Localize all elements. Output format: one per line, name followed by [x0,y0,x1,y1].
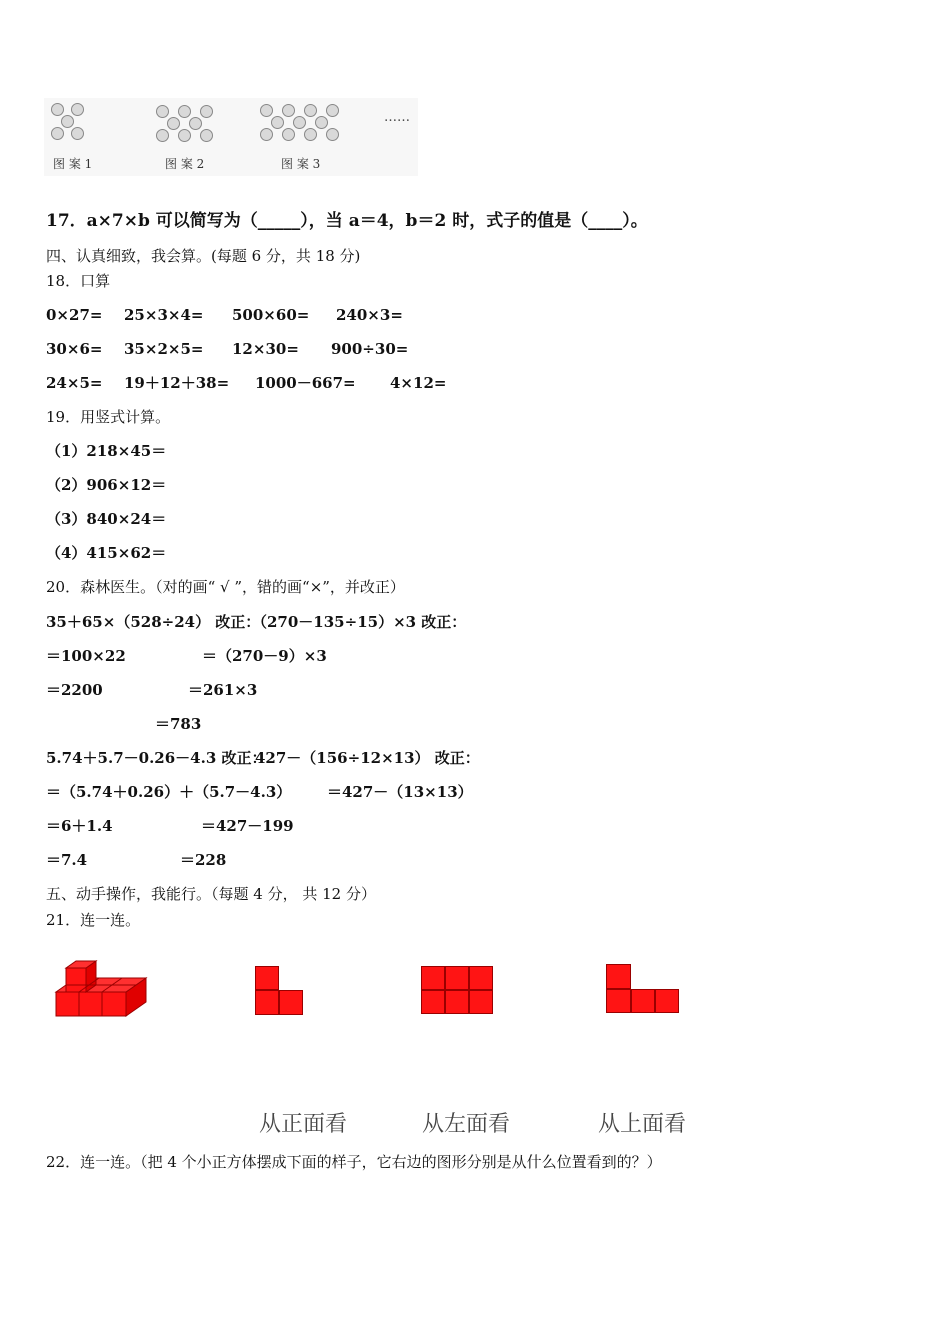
question-19-title: 19．用竖式计算。 [46,408,171,426]
calc-item: 4×12= [390,374,447,392]
view-cube [631,989,655,1013]
pattern-dot [200,129,213,142]
pattern-dot [260,128,273,141]
correction-line: ＝228 [180,851,227,869]
question-18-title: 18．口算 [46,272,111,290]
view-cube [279,990,303,1015]
pattern-figure [44,98,418,176]
pattern-dot [51,127,64,140]
correction-line: 427－（156÷12×13） 改正： [255,749,480,767]
view-cube [421,990,445,1014]
pattern-ellipsis: …… [384,110,410,125]
question-20-title: 20．森林医生。（对的画“ √ ”，错的画“×”，并改正） [46,578,405,596]
view-cube [255,966,279,990]
section-4-heading: 四、认真细致，我会算。(每题 6 分，共 18 分) [46,247,361,265]
view-label-top: 从上面看 [598,1112,687,1137]
correction-line: ＝（5.74＋0.26）＋（5.7－4.3） [46,783,292,801]
calc-item: 0×27= [46,306,103,324]
view-cube [606,964,631,989]
pattern-dot [167,117,180,130]
view-cube [445,990,469,1014]
pattern-dot [178,105,191,118]
correction-line: （270－135÷15）×3 改正： [252,613,467,631]
pattern-dot [156,129,169,142]
pattern-dot [271,116,284,129]
pattern-dot [326,128,339,141]
view-cube [255,990,279,1015]
calc-item: 12×30= [232,340,299,358]
correction-line: ＝100×22 [46,647,126,665]
pattern-dot [200,105,213,118]
correction-line: 35＋65×（528÷24） 改正： [46,613,261,631]
view-cube [421,966,445,990]
pattern-dot [71,103,84,116]
question-21-title: 21．连一连。 [46,911,141,929]
pattern-dot [304,104,317,117]
view-cube [469,966,493,990]
correction-line: ＝427－199 [201,817,294,835]
calc-item: 30×6= [46,340,103,358]
cube-stack-3d [50,950,152,1026]
pattern-label-3: 图 案 3 [281,157,321,171]
calc-item: 240×3= [336,306,403,324]
correction-line: ＝2200 [46,681,103,699]
view-label-front: 从正面看 [259,1112,348,1137]
pattern-dot [260,104,273,117]
view-cube [655,989,679,1013]
correction-line: ＝261×3 [188,681,258,699]
vertical-calc-item: （3）840×24＝ [46,510,167,528]
question-17: 17．a×7×b 可以简写为（_____），当 a＝4，b＝2 时，式子的值是（____）。 [46,211,648,231]
calc-item: 1000－667= [255,374,356,392]
pattern-dot [178,129,191,142]
pattern-dot [189,117,202,130]
pattern-dot [71,127,84,140]
pattern-dot [315,116,328,129]
calc-item: 500×60= [232,306,310,324]
pattern-dot [51,103,64,116]
correction-line: ＝783 [155,715,202,733]
pattern-dot [304,128,317,141]
question-22: 22．连一连。（把 4 个小正方体摆成下面的样子，它右边的图形分别是从什么位置看到的？） [46,1153,662,1171]
calc-item: 24×5= [46,374,103,392]
pattern-dot [293,116,306,129]
pattern-dot [61,115,74,128]
vertical-calc-item: （2）906×12＝ [46,476,167,494]
pattern-dot [156,105,169,118]
view-cube [469,990,493,1014]
pattern-label-1: 图 案 1 [53,157,93,171]
calc-item: 35×2×5= [124,340,204,358]
vertical-calc-item: （4）415×62＝ [46,544,167,562]
correction-line: ＝427－（13×13） [327,783,473,801]
section-5-heading: 五、动手操作，我能行。（每题 4 分， 共 12 分） [46,885,376,903]
calc-item: 19＋12＋38= [124,374,230,392]
correction-line: ＝7.4 [46,851,88,869]
calc-item: 900÷30= [331,340,409,358]
pattern-dot [282,104,295,117]
pattern-label-2: 图 案 2 [165,157,205,171]
pattern-dot [326,104,339,117]
correction-line: ＝（270－9）×3 [202,647,327,665]
pattern-dot [282,128,295,141]
correction-line: ＝6＋1.4 [46,817,113,835]
view-cube [606,989,631,1013]
correction-line: 5.74＋5.7－0.26－4.3 改正： [46,749,267,767]
view-cube [445,966,469,990]
vertical-calc-item: （1）218×45＝ [46,442,167,460]
calc-item: 25×3×4= [124,306,204,324]
view-label-left: 从左面看 [422,1112,511,1137]
